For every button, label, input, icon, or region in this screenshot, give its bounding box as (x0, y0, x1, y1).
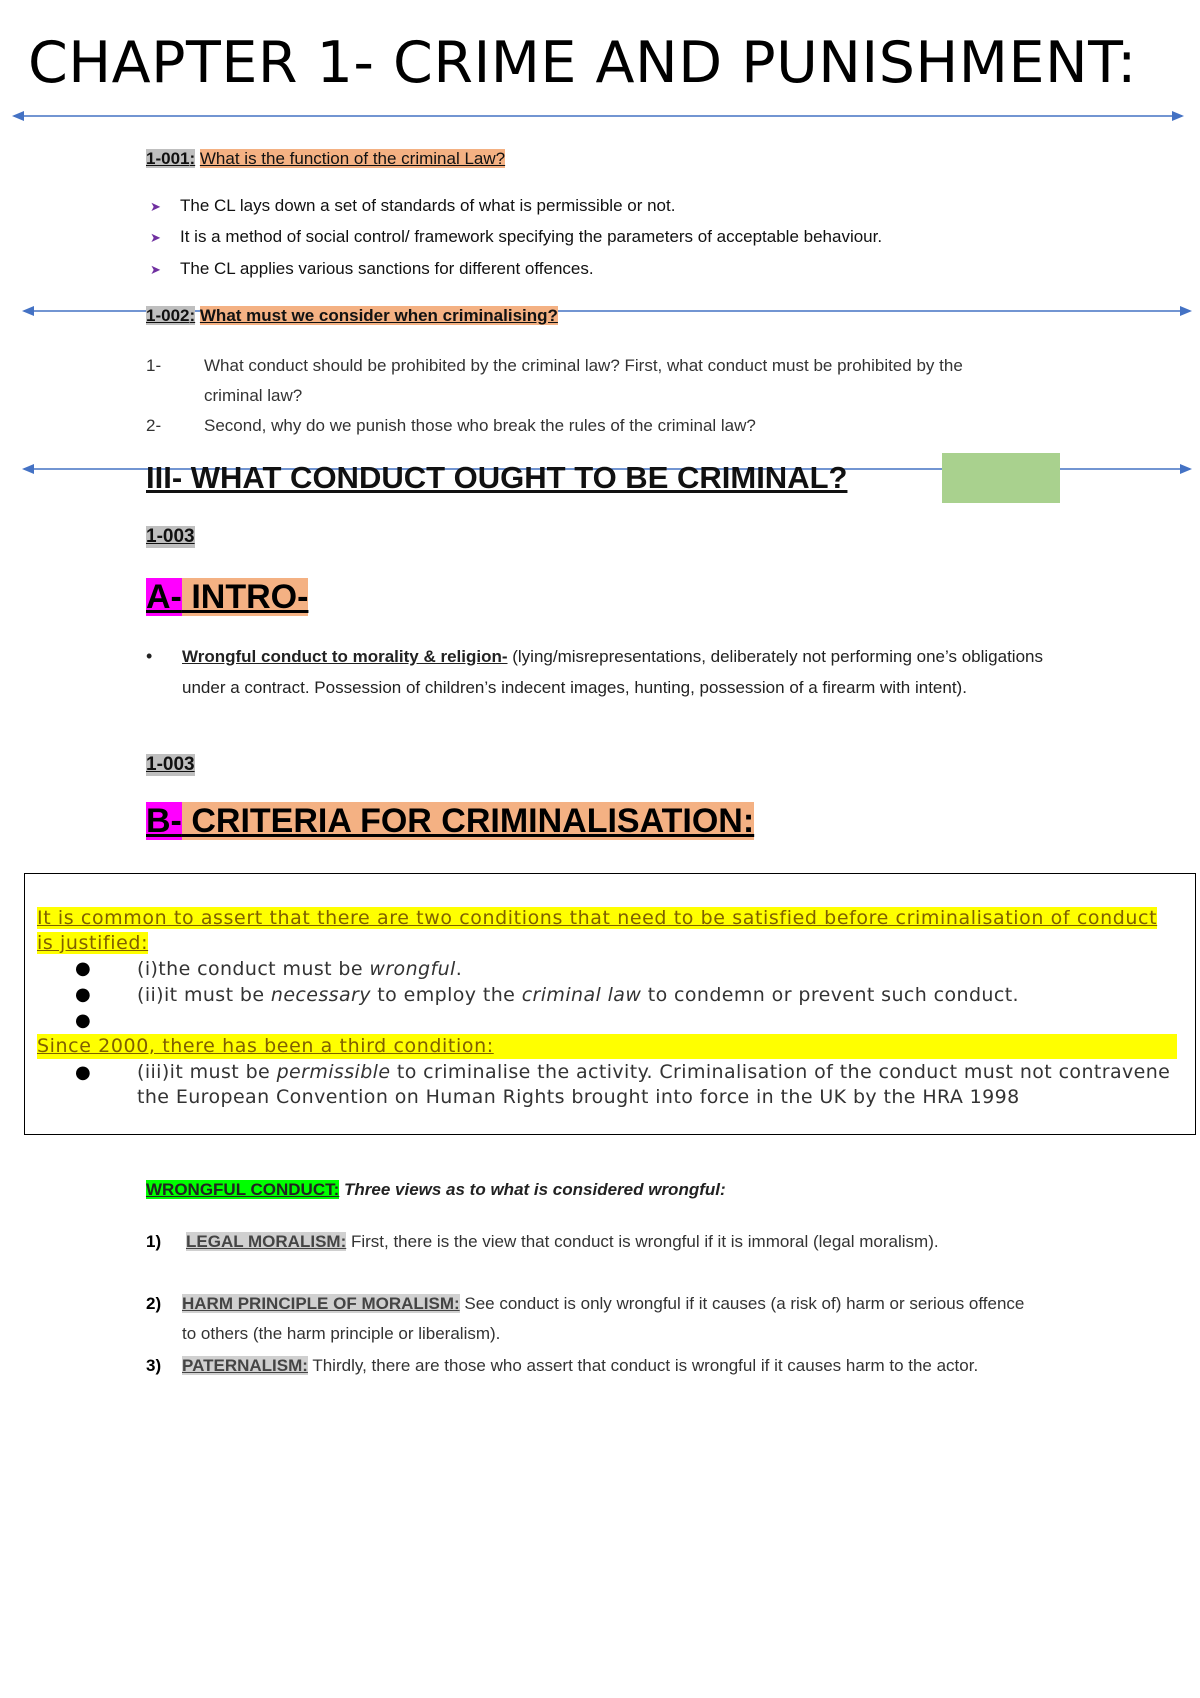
arrow-bullet-icon: ➤ (150, 262, 161, 277)
criteria-heading: B- CRITERIA FOR CRIMINALISATION: (146, 802, 755, 840)
arrow-bullet-icon: ➤ (150, 199, 161, 214)
list-item: ➤ The CL applies various sanctions for different offences. (150, 259, 594, 278)
numbered-item: 1- What conduct should be prohibited by the criminal law? First, what conduct must be prohibited by the criminal law? (146, 356, 963, 405)
bullet-dot-icon: ● (75, 958, 91, 979)
section-code: 1-001 (146, 149, 190, 168)
section-question: What is the function of the criminal Law? (199, 149, 506, 168)
numbered-item: 3) PATERNALISM: Thirdly, there are those who assert that conduct is wrongful if it causes harm to the actor. (146, 1356, 979, 1375)
arrow-bullet-icon: ➤ (150, 230, 161, 245)
criteria-box (24, 873, 1196, 1135)
list-item: ● (iii)it must be permissible to criminalise the activity. Criminalisation of the conduct must not contravene the European Convention on Human Rights brought into force in the UK by the HRA 1998 (75, 1061, 1171, 1108)
list-item: ➤ It is a method of social control/ framework specifying the parameters of acceptable behaviour. (150, 227, 883, 246)
bullet-dot-icon: ● (75, 984, 91, 1005)
intro-bullet: • Wrongful conduct to morality & religion- (lying/misrepresentations, deliberately not performing one’s obligations under a contract. Possession of children’s indecent images, hunting, possession of a firearm with intent). (146, 641, 1076, 703)
section-001-heading: 1-001: What is the function of the criminal Law? (146, 149, 506, 168)
list-item: ● (ii)it must be necessary to employ the criminal law to condemn or prevent such conduct. (75, 984, 1019, 1006)
third-condition-lead: Since 2000, there has been a third condition: (37, 1034, 1177, 1059)
wrongful-heading: WRONGFUL CONDUCT: Three views as to what is considered wrongful: (146, 1180, 726, 1199)
section-iii-heading: III- WHAT CONDUCT OUGHT TO BE CRIMINAL? (146, 460, 848, 495)
list-item: ➤ The CL lays down a set of standards of what is permissible or not. (150, 196, 676, 215)
bullet-dot-icon: • (146, 646, 153, 666)
numbered-item: 1) LEGAL MORALISM: First, there is the view that conduct is wrongful if it is immoral (legal moralism). (146, 1232, 939, 1251)
list-item: ● (i)the conduct must be wrongful. (75, 958, 463, 980)
bullet-dot-icon: ● (75, 1010, 91, 1031)
bullet-dot-icon: ● (75, 1062, 91, 1083)
section-code: 1-003 (146, 754, 195, 775)
section-code: 1-002 (146, 306, 190, 325)
numbered-item: 2) HARM PRINCIPLE OF MORALISM: See conduct is only wrongful if it causes (a risk of) harm or serious offence to others (the harm principle or liberalism). (146, 1294, 1025, 1343)
intro-heading: A- INTRO- (146, 578, 309, 616)
green-highlight-box (942, 453, 1060, 503)
numbered-item: 2- Second, why do we punish those who break the rules of the criminal law? (146, 416, 756, 435)
section-code: 1-003 (146, 526, 195, 547)
section-002-heading: 1-002: What must we consider when criminalising? (146, 306, 558, 325)
page-title: CHAPTER 1- CRIME AND PUNISHMENT: (28, 30, 1137, 96)
box-lead: It is common to assert that there are two conditions that need to be satisfied before criminalisation of conduct is justified: (37, 907, 1158, 954)
section-question: What must we consider when criminalising? (199, 306, 558, 325)
